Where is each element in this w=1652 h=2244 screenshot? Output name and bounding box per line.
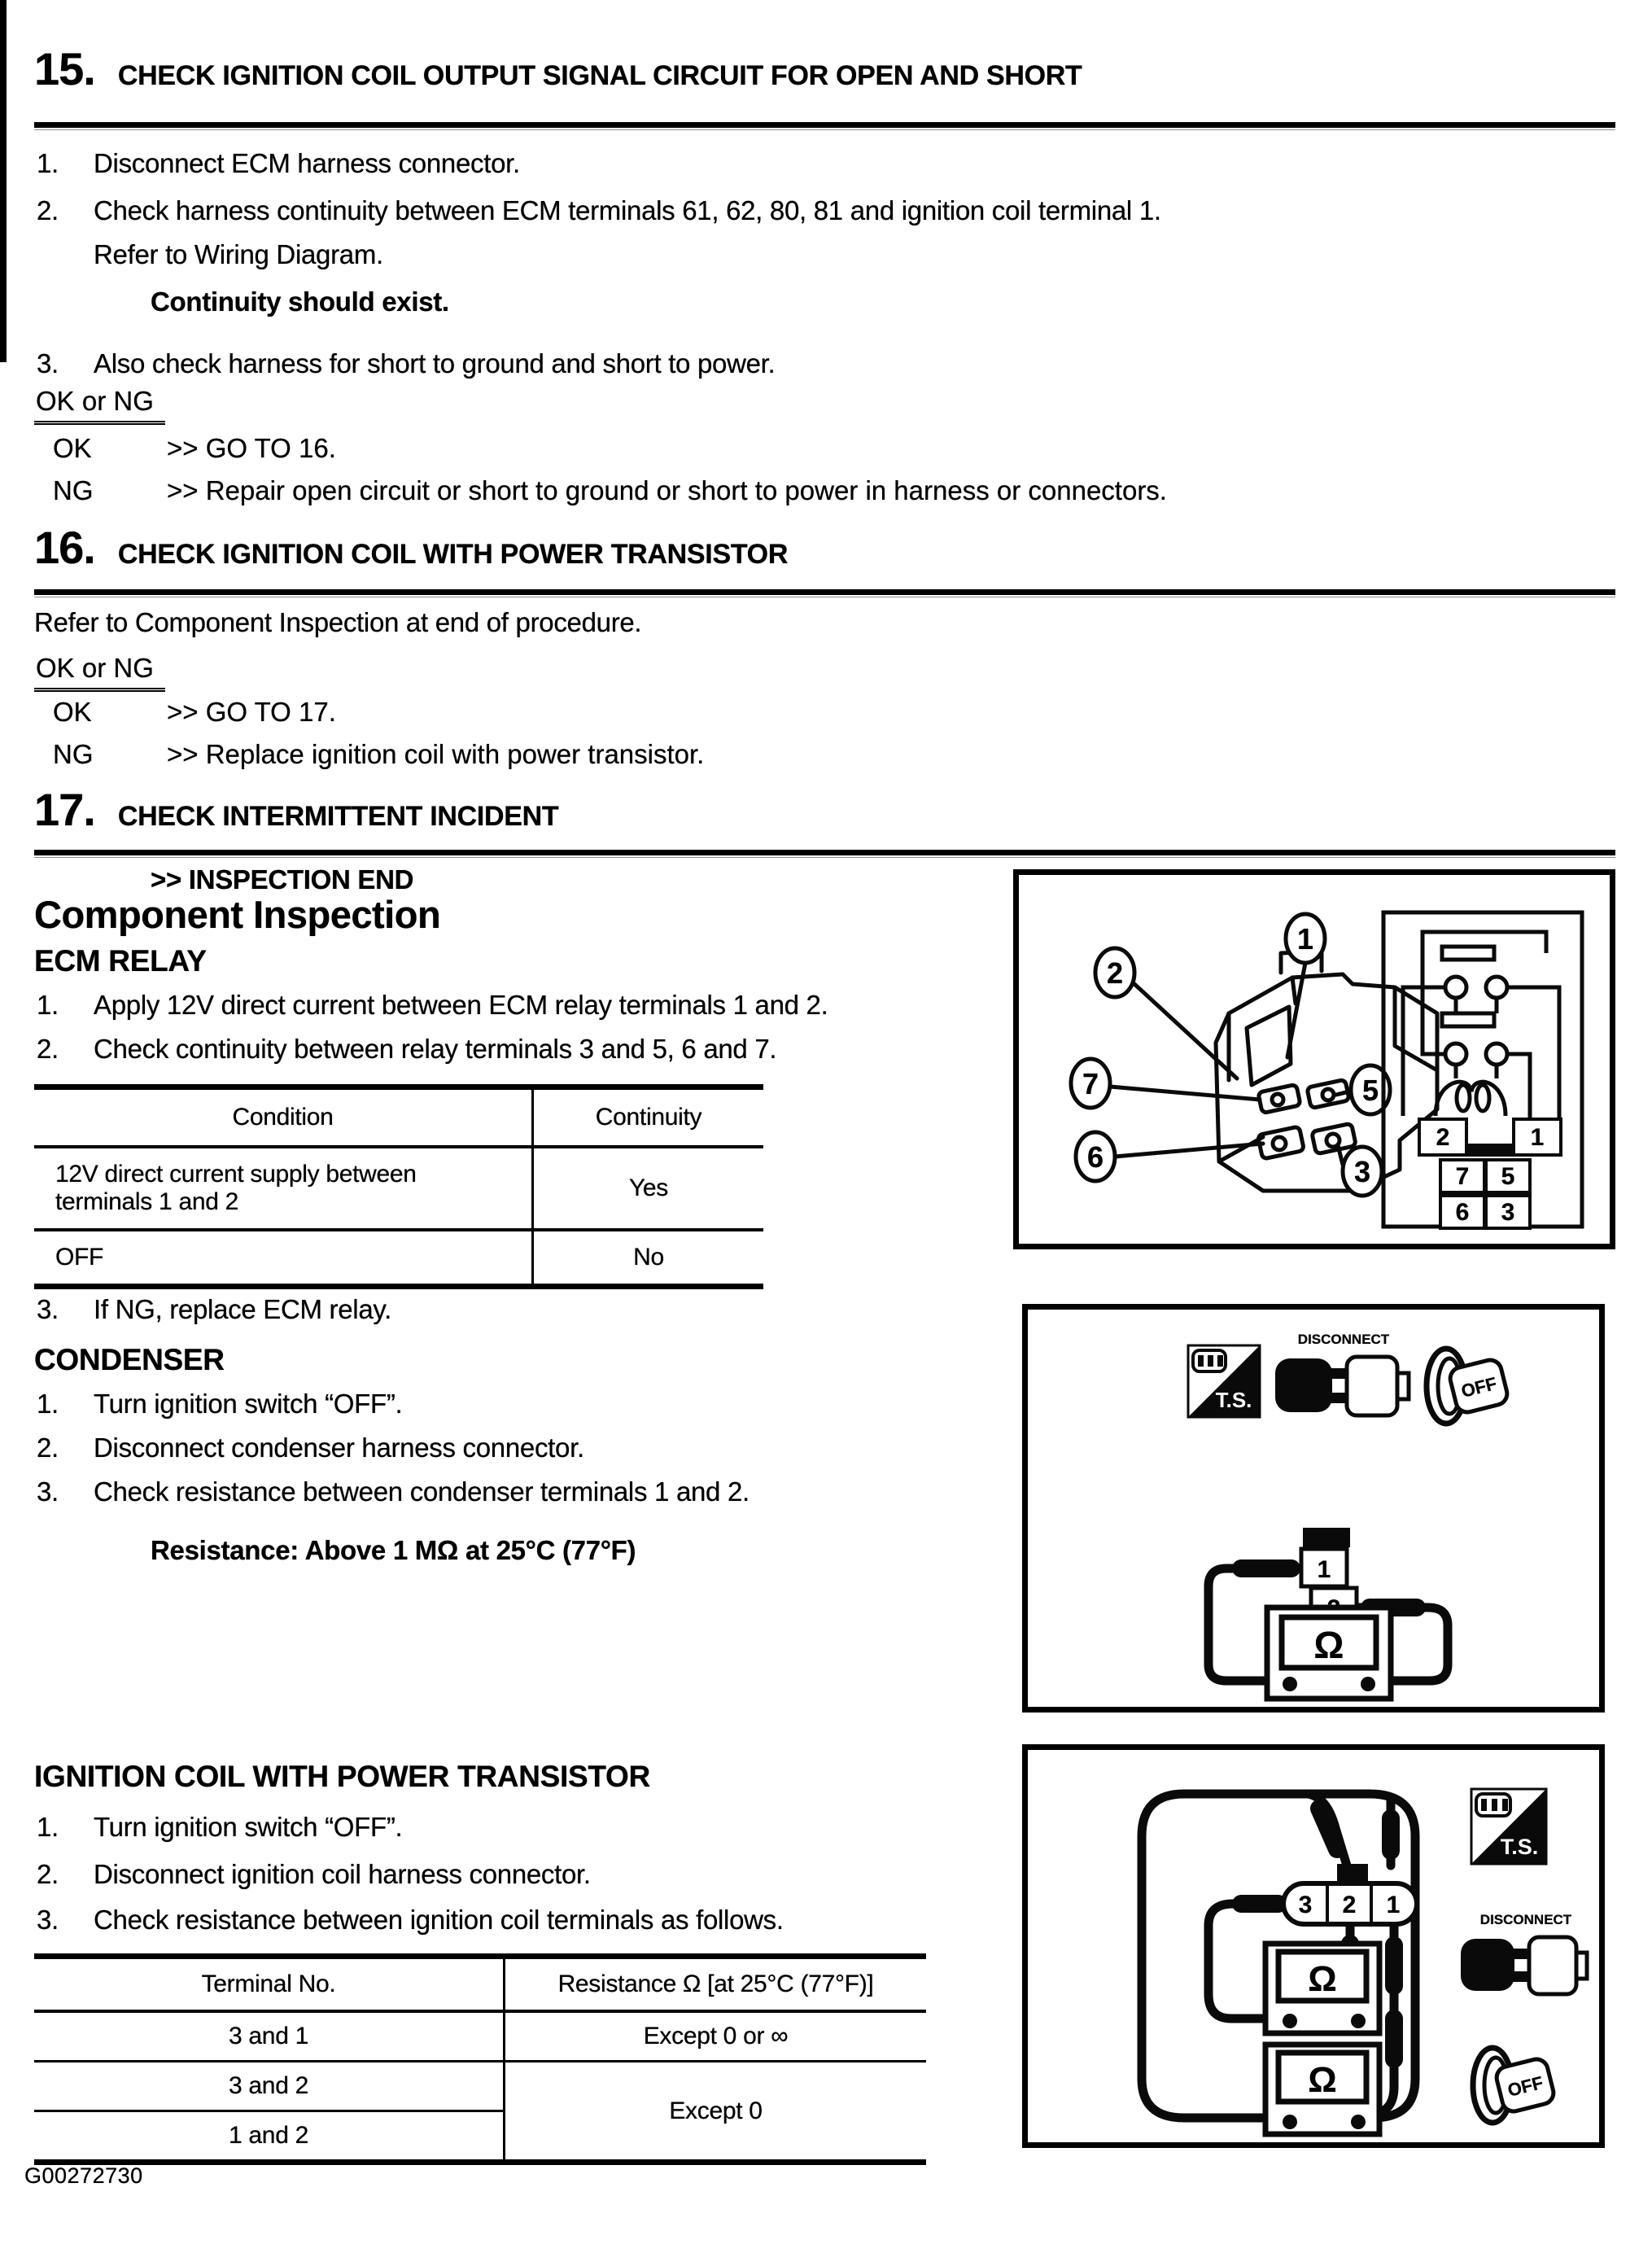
pin-6: 6 bbox=[1455, 1199, 1470, 1226]
ok-or-ng-label: OK or NG bbox=[34, 386, 165, 425]
ohm-symbol: Ω bbox=[1308, 2060, 1337, 2100]
pin-5: 5 bbox=[1501, 1163, 1515, 1190]
cell-continuity: No bbox=[533, 1230, 764, 1287]
pin-2: 2 bbox=[1436, 1124, 1450, 1151]
ng-action: >> Repair open circuit or short to ground or short to power in harness or connectors. bbox=[167, 475, 1167, 505]
pin-1: 1 bbox=[1386, 1892, 1401, 1918]
figure-id: G00272730 bbox=[24, 2163, 143, 2188]
callout-7: 7 bbox=[1082, 1067, 1099, 1100]
item-number: 3. bbox=[37, 348, 59, 378]
component-inspection-heading: Component Inspection bbox=[34, 893, 441, 936]
refer-note: Refer to Component Inspection at end of procedure. bbox=[34, 607, 642, 637]
ts-label: T.S. bbox=[1215, 1388, 1252, 1412]
cell-resistance: Except 0 or ∞ bbox=[505, 2011, 927, 2062]
ignition-coil-heading: IGNITION COIL WITH POWER TRANSISTOR bbox=[34, 1760, 650, 1793]
condenser-heading: CONDENSER bbox=[34, 1343, 225, 1376]
col-header-resistance: Resistance Ω [at 25°C (77°F)] bbox=[505, 1957, 927, 2012]
inspection-end-label: >> INSPECTION END bbox=[151, 864, 414, 895]
cell-terminal: 3 and 1 bbox=[34, 2011, 505, 2062]
callout-5: 5 bbox=[1361, 1074, 1379, 1107]
step-15-heading bbox=[34, 42, 1082, 95]
disconnect-icon bbox=[1461, 1912, 1587, 1994]
ng-action: >> Replace ignition coil with power transistor. bbox=[167, 739, 705, 769]
table-row bbox=[34, 2011, 926, 2062]
cell-terminal: 1 and 2 bbox=[34, 2111, 505, 2163]
item-text: Check resistance between condenser terminals 1 and 2. bbox=[94, 1476, 750, 1507]
item-number: 1. bbox=[37, 148, 59, 178]
item-number: 3. bbox=[37, 1905, 59, 1935]
spec-emphasis: Continuity should exist. bbox=[151, 287, 449, 317]
item-text: Disconnect ECM harness connector. bbox=[94, 148, 520, 178]
item-text: Check resistance between ignition coil terminals as follows. bbox=[94, 1905, 784, 1935]
pin-1: 1 bbox=[1530, 1124, 1545, 1151]
ignition-coil-illustration bbox=[1028, 1750, 1599, 2142]
callout-3: 3 bbox=[1353, 1155, 1371, 1188]
table-row bbox=[34, 2062, 926, 2111]
ignition-coil-diagram bbox=[1022, 1744, 1605, 2148]
item-text: Turn ignition switch “OFF”. bbox=[94, 1389, 403, 1419]
step-17-heading bbox=[34, 783, 558, 836]
item-text: Refer to Wiring Diagram. bbox=[94, 239, 383, 269]
condenser-diagram bbox=[1022, 1304, 1605, 1713]
item-number: 2. bbox=[37, 1433, 59, 1463]
scan-edge-artifact bbox=[0, 0, 7, 362]
table-row bbox=[34, 1147, 763, 1230]
terminal-1: 1 bbox=[1317, 1556, 1331, 1583]
item-number: 1. bbox=[37, 990, 59, 1020]
cell-terminal: 3 and 2 bbox=[34, 2062, 505, 2111]
ok-key: OK bbox=[53, 433, 92, 463]
step-16-title: CHECK IGNITION COIL WITH POWER TRANSISTOR bbox=[117, 539, 789, 570]
callout-2: 2 bbox=[1106, 956, 1124, 990]
item-text: Turn ignition switch “OFF”. bbox=[94, 1812, 403, 1842]
coil-connector bbox=[1283, 1864, 1417, 1924]
ohmmeter-icon-2 bbox=[1265, 2045, 1379, 2134]
ts-label: T.S. bbox=[1500, 1835, 1539, 1859]
disconnect-label: DISCONNECT bbox=[1297, 1332, 1390, 1347]
item-text: If NG, replace ECM relay. bbox=[94, 1294, 391, 1324]
item-text: Check harness continuity between ECM terminals 61, 62, 80, 81 and ignition coil terminal 1. bbox=[94, 195, 1161, 225]
item-text: Also check harness for short to ground and short to power. bbox=[94, 348, 776, 378]
ecm-relay-diagram bbox=[1013, 869, 1615, 1249]
ignition-coil-resistance-table bbox=[34, 1953, 926, 2165]
step-16-number: 16. bbox=[34, 522, 95, 573]
resistance-spec: Resistance: Above 1 MΩ at 25°C (77°F) bbox=[151, 1535, 636, 1565]
item-text: Disconnect ignition coil harness connector. bbox=[94, 1859, 591, 1889]
item-text: Apply 12V direct current between ECM relay terminals 1 and 2. bbox=[94, 990, 828, 1020]
step-15-title: CHECK IGNITION COIL OUTPUT SIGNAL CIRCUIT FOR OPEN AND SHORT bbox=[117, 60, 1082, 91]
cell-continuity: Yes bbox=[533, 1147, 764, 1230]
callout-1: 1 bbox=[1296, 922, 1314, 956]
ecm-relay-continuity-table bbox=[34, 1084, 763, 1289]
ohm-symbol: Ω bbox=[1313, 1624, 1344, 1666]
col-header-continuity: Continuity bbox=[533, 1087, 764, 1148]
pin-7: 7 bbox=[1455, 1163, 1470, 1190]
disconnect-label: DISCONNECT bbox=[1479, 1912, 1572, 1927]
ohm-symbol: Ω bbox=[1308, 1959, 1337, 1999]
item-number: 3. bbox=[37, 1476, 59, 1507]
callout-6: 6 bbox=[1086, 1140, 1104, 1174]
ecm-relay-heading: ECM RELAY bbox=[34, 944, 207, 978]
col-header-terminal: Terminal No. bbox=[34, 1957, 505, 2012]
step-15-number: 15. bbox=[34, 43, 95, 94]
cell-condition: OFF bbox=[34, 1230, 533, 1287]
step-16-heading bbox=[34, 521, 788, 574]
ohmmeter-icon-1 bbox=[1265, 1944, 1379, 2033]
item-number: 3. bbox=[37, 1294, 59, 1324]
step-17-title: CHECK INTERMITTENT INCIDENT bbox=[117, 801, 559, 832]
condenser-illustration bbox=[1028, 1310, 1599, 1707]
ok-action: >> GO TO 16. bbox=[167, 433, 336, 463]
ok-key: OK bbox=[53, 697, 92, 727]
pin-3: 3 bbox=[1501, 1199, 1515, 1226]
ohmmeter-icon bbox=[1267, 1608, 1391, 1699]
ignition-off-icon bbox=[1427, 1349, 1510, 1424]
ng-key: NG bbox=[53, 475, 94, 505]
item-number: 2. bbox=[37, 195, 59, 225]
table-header-row bbox=[34, 1957, 926, 2012]
item-number: 1. bbox=[37, 1389, 59, 1419]
off-label: OFF bbox=[1458, 1373, 1499, 1402]
off-label: OFF bbox=[1505, 2072, 1545, 2101]
section-rule bbox=[34, 122, 1615, 128]
disconnect-icon bbox=[1275, 1332, 1409, 1415]
col-header-condition: Condition bbox=[34, 1087, 533, 1148]
pin-3: 3 bbox=[1298, 1892, 1313, 1918]
cell-resistance-merged: Except 0 bbox=[505, 2062, 927, 2163]
ts-icon bbox=[1188, 1345, 1260, 1417]
ts-icon bbox=[1471, 1789, 1546, 1864]
step-17-number: 17. bbox=[34, 784, 95, 835]
section-rule bbox=[34, 850, 1615, 855]
table-row bbox=[34, 1230, 763, 1287]
section-rule bbox=[34, 589, 1615, 595]
item-text: Disconnect condenser harness connector. bbox=[94, 1433, 584, 1463]
ok-action: >> GO TO 17. bbox=[167, 697, 336, 727]
ecm-relay-illustration bbox=[1019, 875, 1610, 1244]
pin-2: 2 bbox=[1342, 1892, 1357, 1918]
relay-pin-grid bbox=[1419, 1119, 1561, 1228]
ok-or-ng-label: OK or NG bbox=[34, 653, 165, 692]
item-number: 1. bbox=[37, 1812, 59, 1842]
item-number: 2. bbox=[37, 1034, 59, 1064]
ignition-off-icon bbox=[1473, 2048, 1556, 2123]
ng-key: NG bbox=[53, 739, 94, 769]
table-header-row bbox=[34, 1087, 763, 1148]
item-number: 2. bbox=[37, 1859, 59, 1889]
item-text: Check continuity between relay terminals 3 and 5, 6 and 7. bbox=[94, 1034, 777, 1064]
cell-condition: 12V direct current supply between terminals 1 and 2 bbox=[34, 1147, 533, 1230]
